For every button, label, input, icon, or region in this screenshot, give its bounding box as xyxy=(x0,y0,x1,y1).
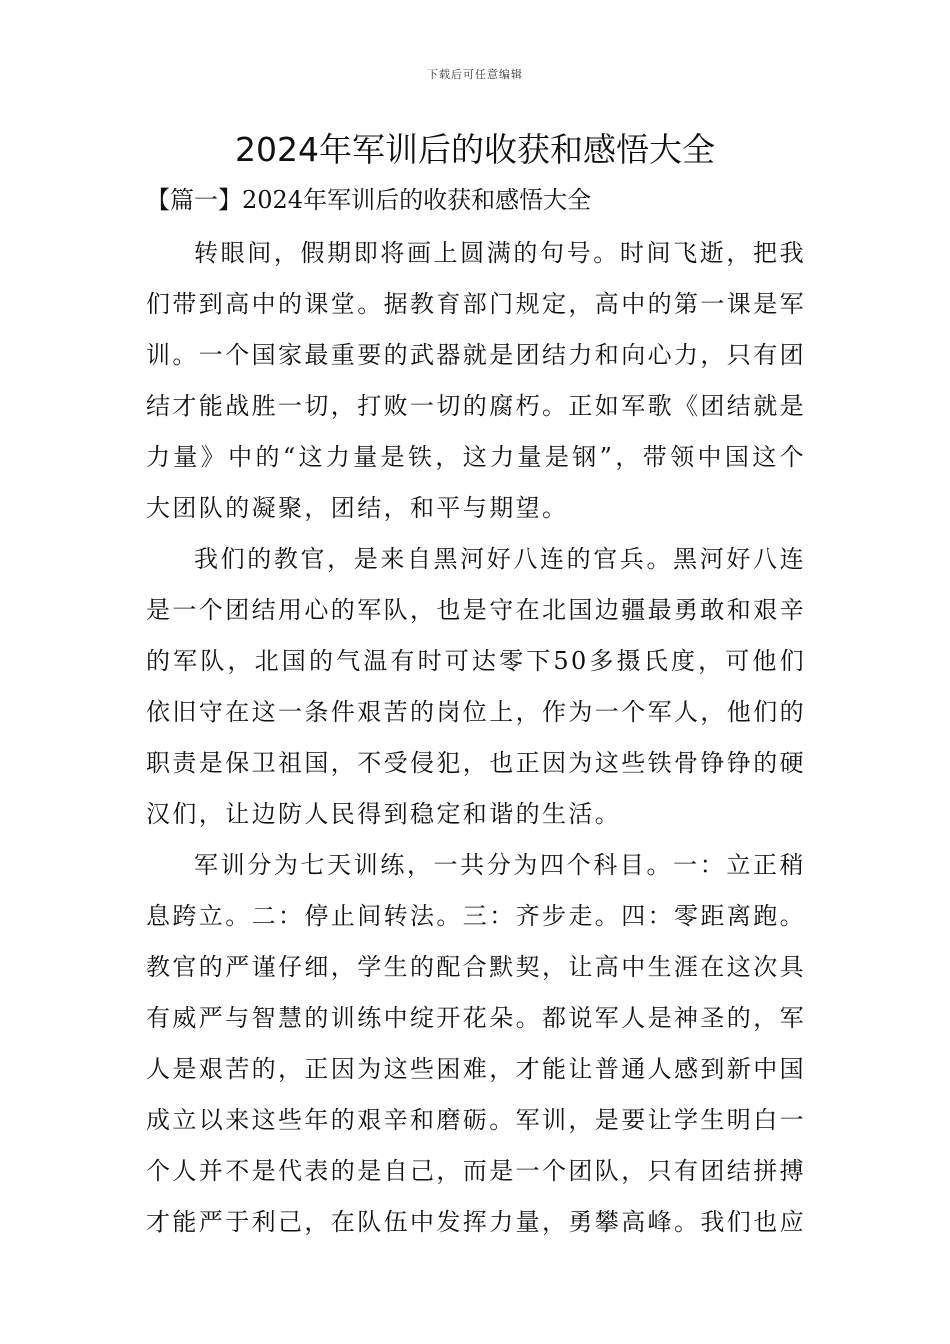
document-title: 2024年军训后的收获和感悟大全 xyxy=(235,130,715,169)
paragraph-3: 军训分为七天训练，一共分为四个科目。一：立正稍息跨立。二：停止间转法。三：齐步走。四：零距离跑。教官的严谨仔细，学生的配合默契，让高中生涯在这次具有威严与智慧的训练中绽开花朵。都说军人是神圣的，军人是艰苦的，正因为这些困难，才能让普通人感到新中国成立以来这些年的艰辛和磨砺。军训，是要让学生明白一个人并不是代表的是自己，而是一个团队，只有团结拼搏才能严于利己，在队伍中发挥力量，勇攀高峰。我们也应 xyxy=(146,851,806,1236)
paragraph-2: 我们的教官，是来自黑河好八连的官兵。黑河好八连是一个团结用心的军队，也是守在北国边疆最勇敢和艰辛的军队，北国的气温有时可达零下50多摄氏度，可他们依旧守在这一条件艰苦的岗位上，作为一个军人，他们的职责是保卫祖国，不受侵犯，也正因为这些铁骨铮铮的硬汉们，让边防人民得到稳定和谐的生活。 xyxy=(146,545,806,828)
paragraph-1: 转眼间，假期即将画上圆满的句号。时间飞逝，把我们带到高中的课堂。据教育部门规定，高中的第一课是军训。一个国家最重要的武器就是团结力和向心力，只有团结才能战胜一切，打败一切的腐朽。正如军歌《团结就是力量》中的“这力量是铁，这力量是钢”，带领中国这个大团队的凝聚，团结，和平与期望。 xyxy=(146,239,806,522)
section-heading: 【篇一】2024年军训后的收获和感悟大全 xyxy=(146,186,592,214)
document-body xyxy=(146,228,806,1248)
page-header-note: 下载后可任意编辑 xyxy=(427,68,523,81)
